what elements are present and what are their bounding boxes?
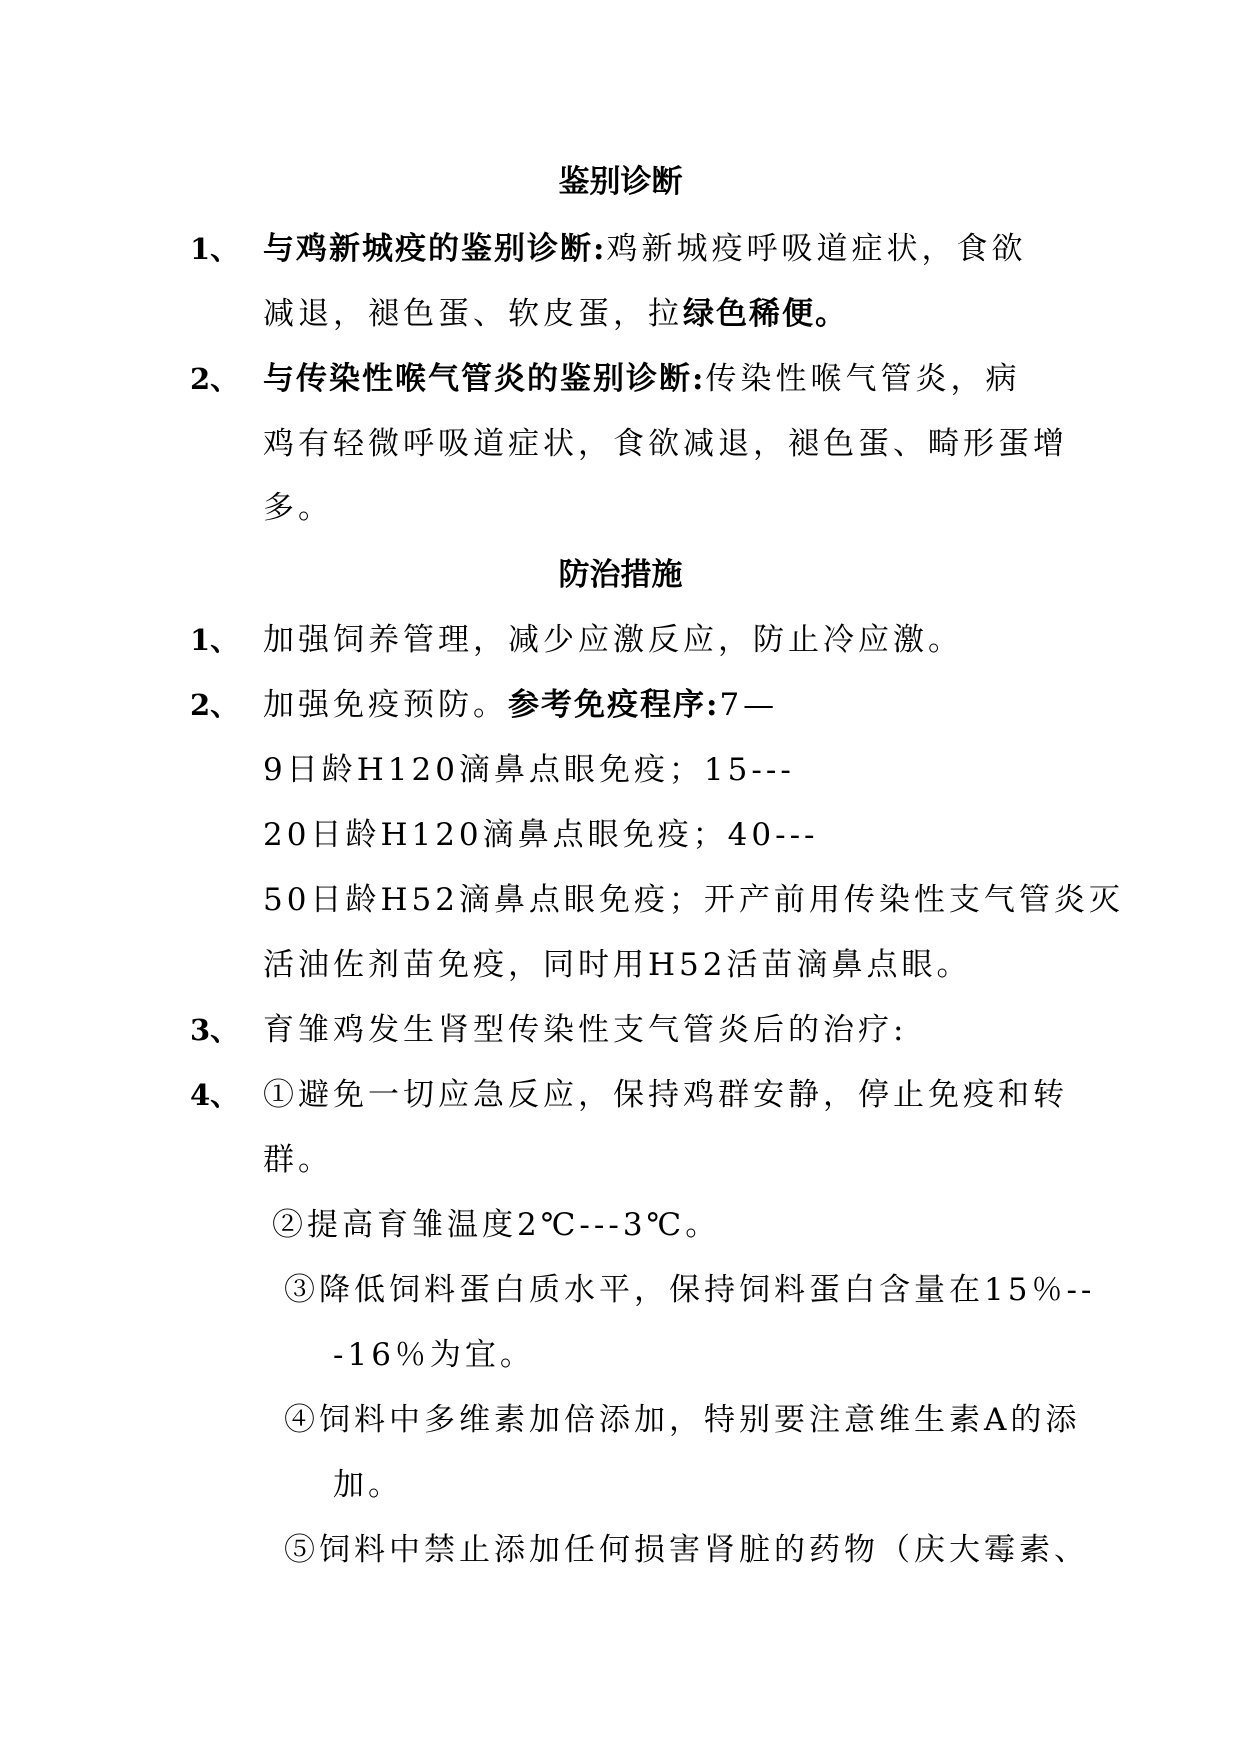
item-bold-tail: 绿色稀便。	[683, 296, 848, 332]
item-text-line: 活油佐剂苗免疫，同时用H52活苗滴鼻点眼。	[263, 947, 972, 983]
item-number: 2、	[190, 688, 240, 722]
list-item	[263, 359, 1020, 399]
item-text: 7—	[719, 687, 779, 723]
item-number: 2、	[190, 362, 240, 396]
item-text: 传染性喉气管炎，病	[705, 361, 1021, 397]
item-label: 与传染性喉气管炎的鉴别诊断:	[263, 361, 706, 397]
sub-item-continuation: -16％为宜。	[333, 1337, 535, 1373]
sub-item: ②提高育雏温度2℃---3℃。	[272, 1207, 721, 1243]
list-item	[263, 685, 778, 725]
item-text-line: 群。	[263, 1142, 333, 1178]
item-number: 3、	[190, 1013, 240, 1047]
item-text-line: 鸡有轻微呼吸道症状，食欲减退，褪色蛋、畸形蛋增	[263, 426, 1068, 462]
item-text-line: 多。	[263, 490, 333, 526]
item-text: 鸡新城疫呼吸道症状，食欲	[606, 231, 1027, 267]
item-label: 参考免疫程序:	[508, 687, 720, 723]
item-number: 1、	[190, 232, 240, 266]
item-number: 1、	[190, 623, 240, 657]
sub-item: ④饲料中多维素加倍添加，特别要注意维生素A的添	[284, 1402, 1081, 1438]
sub-item: ③降低饲料蛋白质水平，保持饲料蛋白含量在15％--	[284, 1272, 1096, 1308]
item-text-line: 9日龄H120滴鼻点眼免疫；15---	[263, 752, 795, 788]
section-title-differential-diagnosis: 鉴别诊断	[558, 164, 683, 200]
item-text: 减退，褪色蛋、软皮蛋，拉	[263, 296, 683, 332]
section-title-prevention: 防治措施	[558, 557, 683, 593]
item-text-line	[263, 294, 848, 334]
item-text-line: 50日龄H52滴鼻点眼免疫；开产前用传染性支气管炎灭	[263, 882, 1124, 918]
sub-item-continuation: 加。	[333, 1467, 403, 1503]
item-text-line: 20日龄H120滴鼻点眼免疫；40---	[263, 817, 819, 853]
list-item	[263, 229, 1026, 269]
list-item: ①避免一切应急反应，保持鸡群安静，停止免疫和转	[263, 1077, 1068, 1113]
item-number: 4、	[190, 1078, 240, 1112]
sub-item: ⑤饲料中禁止添加任何损害肾脏的药物（庆大霉素、	[284, 1532, 1089, 1568]
item-label: 与鸡新城疫的鉴别诊断:	[263, 231, 607, 267]
item-text: 加强免疫预防。	[263, 687, 508, 723]
list-item: 育雏鸡发生肾型传染性支气管炎后的治疗:	[263, 1012, 908, 1048]
list-item: 加强饲养管理，减少应激反应，防止冷应激。	[263, 622, 963, 658]
